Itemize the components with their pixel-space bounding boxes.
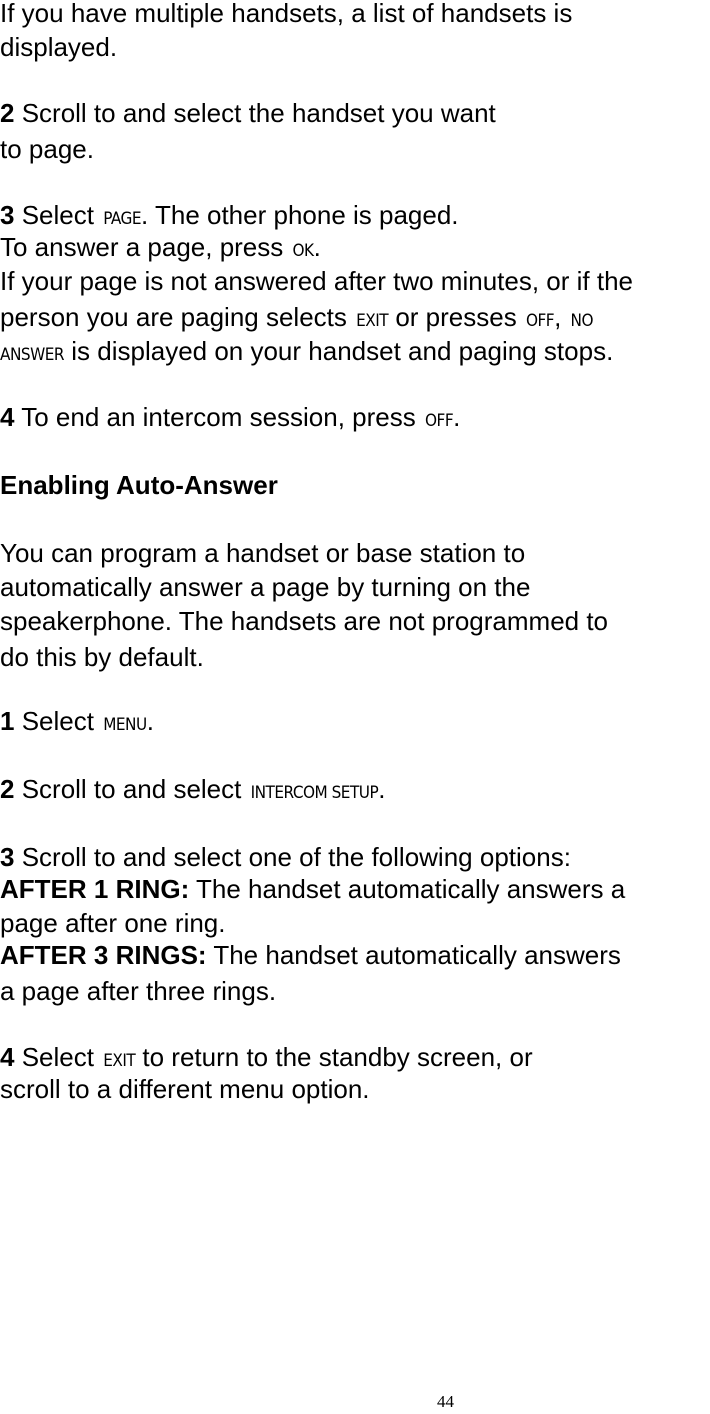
key-exit: EXIT [356,311,389,331]
intro-line-1: If you have multiple handsets, a list of handsets is [0,0,573,28]
step-number: 1 [0,706,15,736]
step-number: 4 [0,402,15,432]
step-number: 3 [0,200,15,230]
key-off: OFF [525,311,555,331]
auto-step-4-line-1: 4 Select EXIT to return to the standby screen, or [0,1042,533,1072]
step-3-line-1: 3 Select PAGE. The other phone is paged. [0,200,459,230]
auto-step-2-line: 2 Scroll to and select INTERCOM SETUP. [0,774,386,804]
key-no: NO [570,311,594,331]
key-off: OFF [424,411,454,431]
step-number: 2 [0,774,15,804]
option-label: AFTER 3 RINGS: [0,940,207,970]
key-menu: MENU [103,715,147,735]
step-number: 3 [0,842,15,872]
option-label: AFTER 1 RING: [0,874,190,904]
option-after-3-rings-line-2: a page after three rings. [0,976,277,1006]
auto-step-4-line-2: scroll to a different menu option. [0,1074,370,1104]
key-intercom-setup: INTERCOM SETUP [250,783,379,803]
step-3-line-4: person you are paging selects EXIT or presses OFF, NO [0,302,594,332]
section-paragraph-line-2: automatically answer a page by turning on the [0,572,531,602]
section-paragraph-line-1: You can program a handset or base station to [0,538,526,568]
step-2-line-1: 2 Scroll to and select the handset you want [0,98,496,128]
key-answer: ANSWER [0,345,65,365]
intro-line-2: displayed. [0,32,118,62]
step-3-line-3: If your page is not answered after two minutes, or if the [0,266,633,296]
section-paragraph-line-3: speakerphone. The handsets are not programmed to [0,606,609,636]
step-3-line-5: ANSWER is displayed on your handset and paging stops. [0,336,614,366]
key-page: PAGE [103,209,141,229]
page-number: 44 [437,1392,454,1411]
section-paragraph-line-4: do this by default. [0,642,204,672]
step-4-line: 4 To end an intercom session, press OFF. [0,402,461,432]
key-exit: EXIT [103,1051,136,1071]
auto-step-1-line: 1 Select MENU. [0,706,154,736]
option-after-3-rings: AFTER 3 RINGS: The handset automatically answers [0,940,621,970]
section-heading: Enabling Auto-Answer [0,470,278,500]
option-after-1-ring: AFTER 1 RING: The handset automatically answers a [0,874,626,904]
step-number: 2 [0,98,15,128]
step-3-line-2: To answer a page, press OK. [0,232,321,262]
option-after-1-ring-line-2: page after one ring. [0,908,226,938]
step-number: 4 [0,1042,15,1072]
key-ok: OK [292,241,314,261]
step-2-line-2: to page. [0,134,94,164]
auto-step-3-line-1: 3 Scroll to and select one of the following options: [0,842,571,872]
